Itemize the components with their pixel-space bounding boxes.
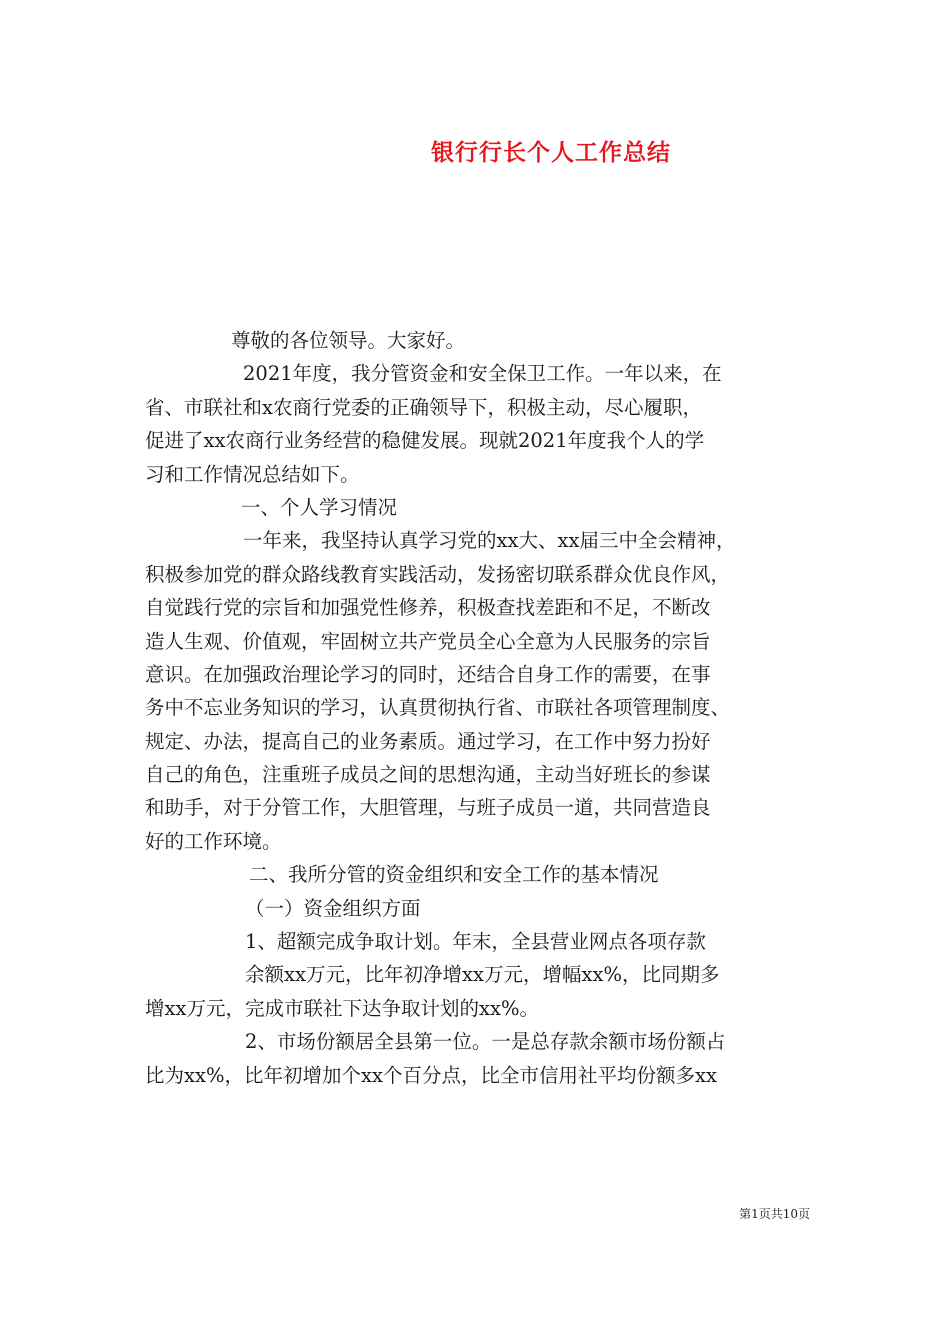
text-line: 和助手，对于分管工作，大胆管理，与班子成员一道，共同营造良 [145,796,711,820]
section-heading: 二、我所分管的资金组织和安全工作的基本情况 [249,863,659,887]
text-line: 一年来，我坚持认真学习党的xx大、xx届三中全会精神， [243,529,736,553]
text-line: 比为xx%，比年初增加个xx个百分点，比全市信用社平均份额多xx [145,1063,718,1087]
text-line: 1、超额完成争取计划。年末，全县营业网点各项存款 [245,930,706,954]
text-line: 务中不忘业务知识的学习，认真贯彻执行省、市联社各项管理制度、 [145,696,731,720]
subsection-heading: （一）资金组织方面 [245,896,421,920]
text-line: 自觉践行党的宗旨和加强党性修养，积极查找差距和不足，不断改 [145,596,711,620]
text-line: 自己的角色，注重班子成员之间的思想沟通，主动当好班长的参谋 [145,763,711,787]
text-line: 2021年度，我分管资金和安全保卫工作。一年以来，在 [243,362,722,386]
text-line: 好的工作环境。 [145,829,282,853]
document-body [145,324,810,1092]
page-number-footer: 第1页共10页 [739,1207,810,1221]
text-line: 增xx万元，完成市联社下达争取计划的xx%。 [145,996,540,1020]
text-line: 积极参加党的群众路线教育实践活动，发扬密切联系群众优良作风， [145,562,731,586]
section-heading: 一、个人学习情况 [241,495,398,519]
text-line: 促进了xx农商行业务经营的稳健发展。现就2021年度我个人的学 [145,429,705,453]
document-title: 银行行长个人工作总结 [431,140,671,166]
text-line: 造人生观、价值观，牢固树立共产党员全心全意为人民服务的宗旨 [145,629,711,653]
text-line: 规定、办法，提高自己的业务素质。通过学习，在工作中努力扮好 [145,729,711,753]
text-line: 2、市场份额居全县第一位。一是总存款余额市场份额占 [245,1030,726,1054]
text-line: 省、市联社和x农商行党委的正确领导下，积极主动，尽心履职， [145,395,702,419]
text-line: 意识。在加强政治理论学习的同时，还结合自身工作的需要，在事 [145,662,711,686]
text-line: 尊敬的各位领导。大家好。 [231,329,466,352]
text-line: 习和工作情况总结如下。 [145,462,360,486]
text-line: 余额xx万元，比年初净增xx万元，增幅xx%，比同期多 [245,963,720,987]
